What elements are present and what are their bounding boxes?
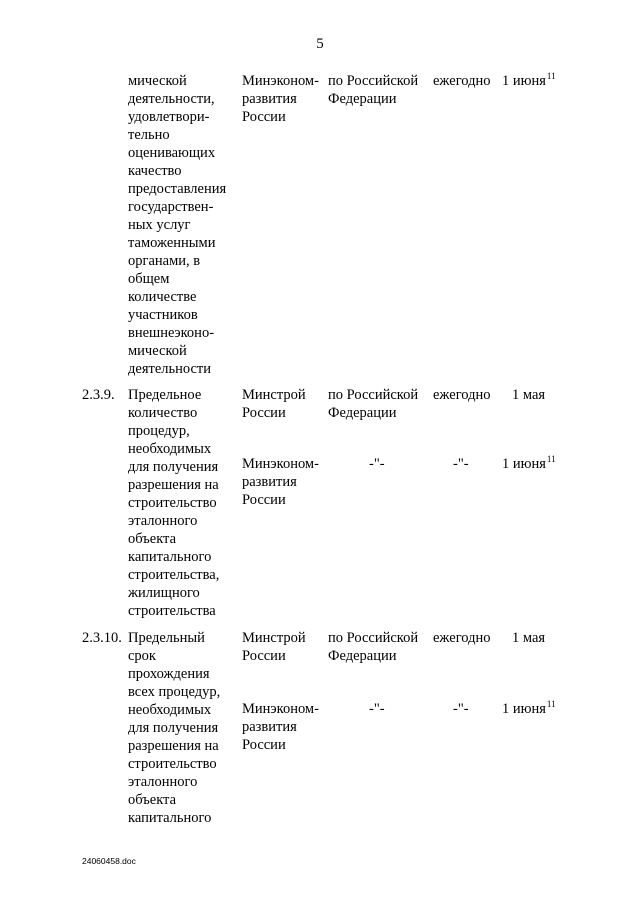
text-line: строительства xyxy=(128,603,216,619)
text-line: развития xyxy=(242,474,297,490)
deadline xyxy=(502,700,556,718)
text-line: Минэконом- xyxy=(242,701,319,717)
deadline xyxy=(502,455,556,473)
text-line: мической xyxy=(128,73,187,89)
text-line: качество xyxy=(128,163,182,179)
text-line: Предельное xyxy=(128,387,202,403)
text-line: капитального xyxy=(128,549,212,565)
text-line: внешнеэконо- xyxy=(128,325,215,341)
text-line: удовлетвори- xyxy=(128,109,210,125)
level: -"- xyxy=(369,701,385,717)
file-name-footer: 24060458.doc xyxy=(82,856,136,866)
footnote-ref: 11 xyxy=(546,454,556,464)
text-line: России xyxy=(242,109,286,125)
text-line: Минэконом- xyxy=(242,456,319,472)
footnote-ref: 11 xyxy=(546,71,556,81)
text-line: России xyxy=(242,492,286,508)
text-line: участников xyxy=(128,307,198,323)
text-line: Предельный xyxy=(128,630,205,646)
text-line: прохождения xyxy=(128,666,210,682)
text-line: эталонного xyxy=(128,774,198,790)
deadline-text: 1 мая xyxy=(512,387,546,403)
text-line: по Российской xyxy=(328,630,419,646)
text-line: капитального xyxy=(128,810,212,826)
text-line: по Российской xyxy=(328,387,419,403)
page-number: 5 xyxy=(316,36,324,52)
text-line: по Российской xyxy=(328,73,419,89)
text-line: объекта xyxy=(128,531,177,547)
text-line: деятельности xyxy=(128,361,212,377)
text-line: жилищного xyxy=(128,585,200,601)
text-line: процедур, xyxy=(128,423,190,439)
deadline xyxy=(512,629,545,647)
text-line: для получения xyxy=(128,720,219,736)
text-line: Федерации xyxy=(328,91,397,107)
text-line: органами, в xyxy=(128,253,201,269)
text-line: развития xyxy=(242,91,297,107)
text-line: всех процедур, xyxy=(128,684,221,700)
text-line: Минстрой xyxy=(242,630,306,646)
deadline xyxy=(512,386,545,404)
text-line: государствен- xyxy=(128,199,214,215)
text-line: объекта xyxy=(128,792,177,808)
periodicity: -"- xyxy=(453,456,469,472)
periodicity: ежегодно xyxy=(433,387,491,403)
text-line: предоставления xyxy=(128,181,227,197)
footnote-ref: 11 xyxy=(546,699,556,709)
text-line: необходимых xyxy=(128,441,212,457)
text-line: общем xyxy=(128,271,170,287)
deadline xyxy=(502,72,556,90)
text-line: разрешения на xyxy=(128,477,219,493)
row-number: 2.3.9. xyxy=(82,387,115,403)
text-line: эталонного xyxy=(128,513,198,529)
deadline-text: 1 мая xyxy=(512,630,546,646)
text-line: строительства, xyxy=(128,567,220,583)
text-line: срок xyxy=(128,648,156,664)
text-line: оценивающих xyxy=(128,145,216,161)
text-line: Минстрой xyxy=(242,387,306,403)
periodicity: ежегодно xyxy=(433,630,491,646)
text-line: тельно xyxy=(128,127,170,143)
deadline-text: 1 июня xyxy=(502,73,546,89)
row-number: 2.3.10. xyxy=(82,630,122,646)
text-line: России xyxy=(242,405,286,421)
text-line: ных услуг xyxy=(128,217,191,233)
text-line: Минэконом- xyxy=(242,73,319,89)
text-line: необходимых xyxy=(128,702,212,718)
text-line: строительство xyxy=(128,756,217,772)
level: -"- xyxy=(369,456,385,472)
text-line: строительство xyxy=(128,495,217,511)
periodicity: -"- xyxy=(453,701,469,717)
text-line: Федерации xyxy=(328,405,397,421)
deadline-text: 1 июня xyxy=(502,456,546,472)
periodicity: ежегодно xyxy=(433,73,491,89)
text-line: разрешения на xyxy=(128,738,219,754)
text-line: России xyxy=(242,648,286,664)
text-line: мической xyxy=(128,343,187,359)
text-line: Федерации xyxy=(328,648,397,664)
text-line: развития xyxy=(242,719,297,735)
text-line: количестве xyxy=(128,289,197,305)
text-line: таможенными xyxy=(128,235,216,251)
text-line: деятельности, xyxy=(128,91,215,107)
text-line: количество xyxy=(128,405,198,421)
text-line: России xyxy=(242,737,286,753)
deadline-text: 1 июня xyxy=(502,701,546,717)
text-line: для получения xyxy=(128,459,219,475)
